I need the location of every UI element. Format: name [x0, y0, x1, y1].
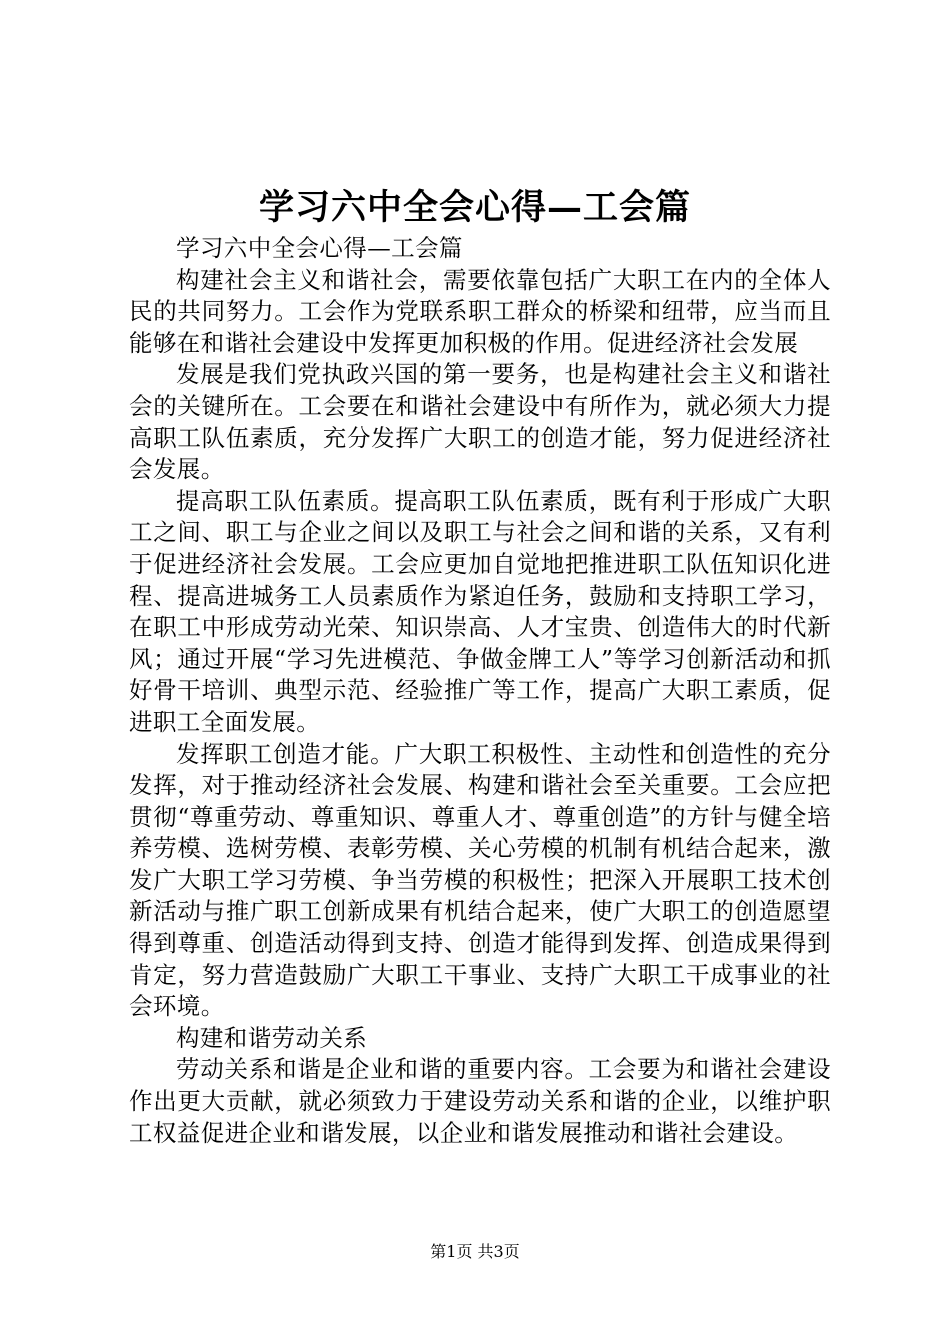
- paragraph: 劳动关系和谐是企业和谐的重要内容。工会要为和谐社会建设作出更大贡献，就必须致力于建设劳动关系和谐的企业，以维护职工权益促进企业和谐发展，以企业和谐发展推动和谐社会建设。: [129, 1055, 831, 1147]
- paragraph: 提高职工队伍素质。提高职工队伍素质，既有利于形成广大职工之间、职工与企业之间以及职工与社会之间和谐的关系，又有利于促进经济社会发展。工会应更加自觉地把推进职工队伍知识化进程、提高进城务工人员素质作为紧迫任务，鼓励和支持职工学习，在职工中形成劳动光荣、知识崇高、人才宝贵、创造伟大的时代新风；通过开展“学习先进模范、争做金牌工人”等学习创新活动和抓好骨干培训、典型示范、经验推广等工作，提高广大职工素质，促进职工全面发展。: [129, 486, 831, 736]
- document-body: [129, 233, 831, 1149]
- paragraph: 发展是我们党执政兴国的第一要务，也是构建社会主义和谐社会的关键所在。工会要在和谐社会建设中有所作为，就必须大力提高职工队伍素质，充分发挥广大职工的创造才能，努力促进经济社会发展。: [129, 360, 831, 484]
- paragraph: 学习六中全会心得—工会篇: [176, 234, 463, 262]
- page-number-footer: 第1页 共3页: [430, 1242, 520, 1261]
- paragraph: 构建社会主义和谐社会，需要依靠包括广大职工在内的全体人民的共同努力。工会作为党联系职工群众的桥梁和纽带，应当而且能够在和谐社会建设中发挥更加积极的作用。促进经济社会发展: [129, 265, 831, 357]
- page-title: 学习六中全会心得—工会篇: [258, 187, 691, 228]
- paragraph: 发挥职工创造才能。广大职工积极性、主动性和创造性的充分发挥，对于推动经济社会发展、构建和谐社会至关重要。工会应把贯彻“尊重劳动、尊重知识、尊重人才、尊重创造”的方针与健全培养劳模、选树劳模、表彰劳模、关心劳模的机制有机结合起来，激发广大职工学习劳模、争当劳模的积极性；把深入开展职工技术创新活动与推广职工创新成果有机结合起来，使广大职工的创造愿望得到尊重、创造活动得到支持、创造才能得到发挥、创造成果得到肯定，努力营造鼓励广大职工干事业、支持广大职工干成事业的社会环境。: [129, 739, 831, 1021]
- paragraph: 构建和谐劳动关系: [176, 1023, 368, 1052]
